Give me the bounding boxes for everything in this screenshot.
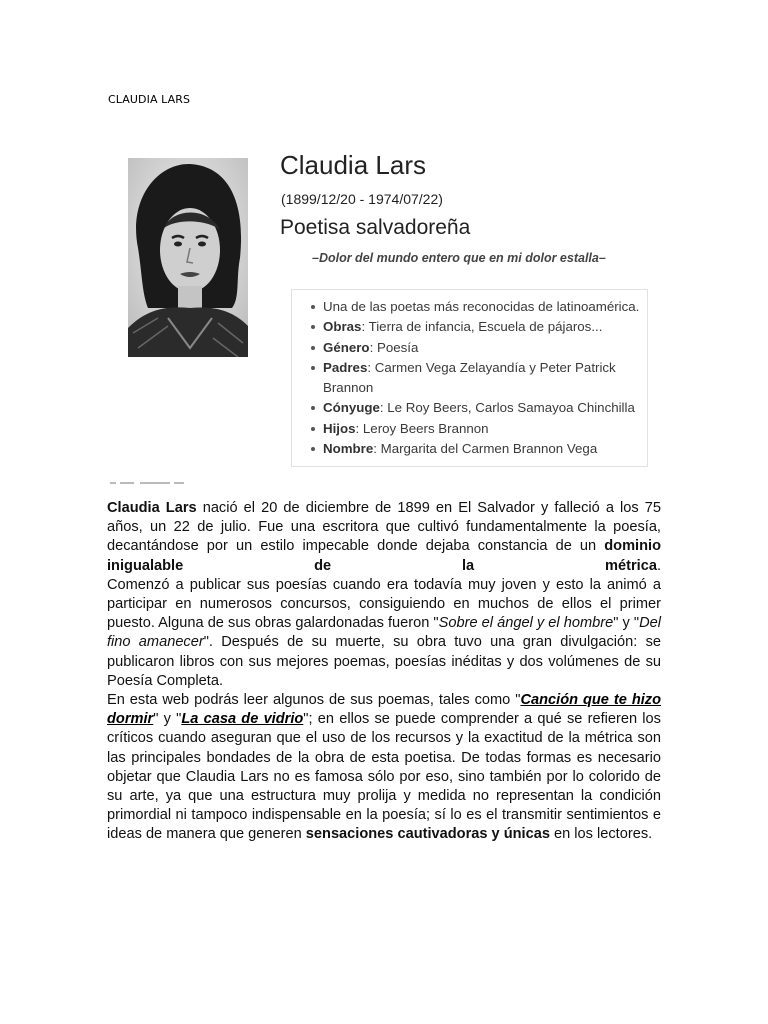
work-title: Sobre el ángel y el hombre: [438, 615, 614, 632]
infobox-label: Hijos: [323, 420, 356, 436]
infobox-value: Margarita del Carmen Brannon Vega: [380, 441, 598, 457]
infobox-item: [292, 338, 647, 358]
page-header: CLAUDIA LARS: [108, 93, 191, 106]
bullet-icon: [311, 406, 315, 410]
bullet-icon: [311, 305, 315, 309]
infobox-item: [292, 398, 647, 418]
profile-quote: –Dolor del mundo entero que en mi dolor estalla–: [312, 251, 606, 265]
infobox-item: [292, 297, 647, 317]
poem-link-casa-de-vidrio[interactable]: La casa de vidrio: [181, 711, 304, 728]
infobox-sep: :: [379, 400, 388, 416]
infobox-label: Cónyuge: [323, 400, 380, 416]
infobox-sep: :: [367, 359, 375, 375]
bullet-icon: [311, 447, 315, 451]
infobox-item: [292, 439, 647, 459]
infobox-value: Una de las poetas más reconocidas de latinoamérica.: [323, 299, 640, 314]
paragraph-text: " y ": [153, 711, 182, 728]
paragraph-text: nació el 20 de diciembre de 1899 en El Salvador y falleció a los 75 años, un 22 de julio. Fue una escritora que cultivó fundamentalmente la poesía, decantándose por un estilo impecable donde dejaba constancia de un: [107, 500, 662, 555]
bullet-icon: [311, 427, 315, 431]
paragraph-text: ". Después de su muerte, su obra tuvo una gran divulgación: se publicaron libros con sus mejores poemas, poesías inéditas y dos volúmenes de su Poesía Completa.: [107, 634, 662, 689]
infobox-sep: :: [369, 339, 377, 355]
poem-link-cancion[interactable]: Canción que te hizo dormir: [107, 692, 662, 728]
infobox-label: Obras: [323, 319, 362, 335]
profile-subtitle: Poetisa salvadoreña: [280, 216, 471, 239]
paragraph-text: en los lectores.: [549, 826, 653, 843]
paragraph-2: [107, 576, 661, 691]
work-title: Del fino amanecer: [107, 615, 661, 651]
cropped-caption-remnant: [110, 480, 200, 486]
profile-name: Claudia Lars: [280, 150, 426, 180]
infobox-item: [292, 358, 647, 399]
author-name-bold: Claudia Lars: [107, 500, 197, 516]
portrait-image: [128, 158, 248, 357]
emphasis-dominio: dominio inigualable de la métrica: [107, 538, 661, 574]
bullet-icon: [311, 325, 315, 329]
infobox-label: Padres: [323, 359, 368, 375]
infobox-value: Tierra de infancia, Escuela de pájaros...: [368, 319, 603, 335]
paragraph-text: En esta web podrás leer algunos de sus poemas, tales como ": [107, 692, 521, 709]
infobox-sep: :: [373, 441, 381, 457]
infobox-value: Le Roy Beers, Carlos Samayoa Chinchilla: [387, 400, 635, 416]
infobox-label: Nombre: [323, 441, 374, 457]
paragraph-text: "; en ellos se puede comprender a qué se refieren los críticos cuando aseguran que el uso de los recursos y la exactitud de la métrica son las principales bondades de la obra de esta poetisa. De todas formas es necesario objetar que Claudia Lars no es famosa sólo por eso, sino también por lo colorido de su arte, ya que una estructura muy prolija y medida no representan la condición primordial ni tampoco indispensable en la poesía; sí lo es el transmitir sentimientos e ideas de manera que generen: [107, 711, 661, 843]
profile-dates: (1899/12/20 - 1974/07/22): [281, 191, 443, 207]
infobox-item: [292, 419, 647, 439]
infobox: [291, 289, 648, 467]
paragraph-text: Comenzó a publicar sus poesías cuando era todavía muy joven y esto la animó a participar en numerosos concursos, consiguiendo en muchos de ellos el primer puesto. Alguna de sus obras galardonadas fueron ": [107, 576, 661, 632]
infobox-value: Poesía: [376, 339, 419, 355]
infobox-sep: :: [355, 420, 363, 436]
article-body: [107, 499, 661, 845]
emphasis-sensaciones: sensaciones cautivadoras y únicas: [305, 826, 550, 843]
paragraph-text: " y ": [613, 615, 640, 632]
infobox-sep: :: [361, 319, 369, 335]
infobox-list: [292, 290, 647, 459]
infobox-value: Leroy Beers Brannon: [362, 420, 489, 436]
infobox-item: [292, 317, 647, 337]
infobox-value: Carmen Vega Zelayandía y Peter Patrick Brannon: [323, 359, 616, 396]
paragraph-3: [107, 691, 661, 845]
paragraph-1: [107, 499, 661, 576]
bullet-icon: [311, 346, 315, 350]
infobox-label: Género: [323, 339, 370, 355]
bullet-icon: [311, 366, 315, 370]
paragraph-text: .: [656, 557, 661, 574]
